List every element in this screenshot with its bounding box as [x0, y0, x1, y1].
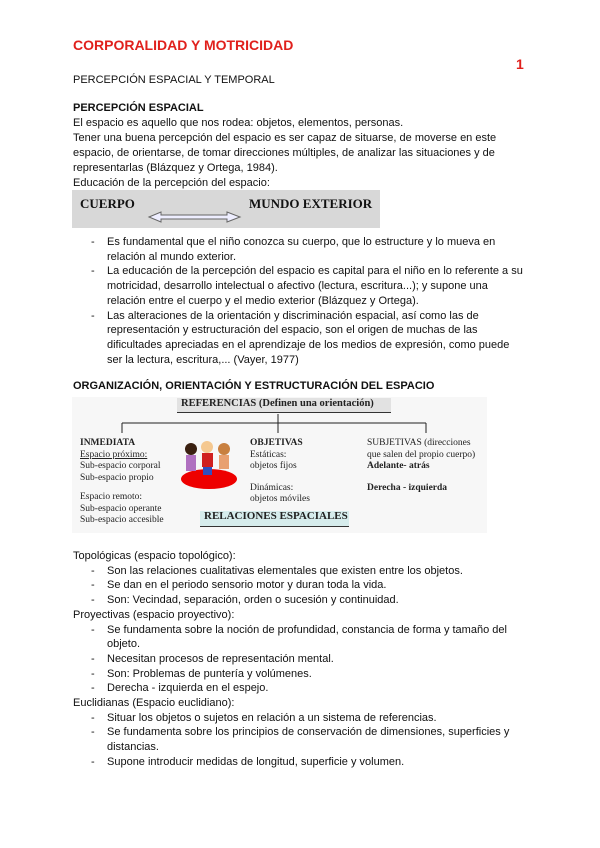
spatial-relations-list — [73, 549, 523, 770]
proyectivas-label: Proyectivas (espacio proyectivo): — [73, 608, 235, 621]
diagram-label: Sub-espacio accesible — [80, 515, 164, 525]
diagram-label: Sub-espacio operante — [80, 503, 162, 514]
list-item: - La educación de la percepción del espacio es capital para el niño en lo referente a su motricidad, desarrollo intelectual o afectivo (lectura, escritura...); y supone una relación entre el cuerpo y el medio exterior (Blázquez y Ortega). — [73, 264, 523, 308]
diagram-label: OBJETIVAS — [250, 438, 303, 448]
box-right-label: MUNDO EXTERIOR — [249, 196, 373, 211]
paragraph: El espacio es aquello que nos rodea: objetos, elementos, personas. — [73, 117, 404, 129]
topologicas-label: Topológicas (espacio topológico): — [73, 550, 236, 562]
diagram-label: Sub-espacio propio — [80, 472, 154, 483]
list-item: - Es fundamental que el niño conozca su cuerpo, que lo estructure y lo mueva en relación al mundo exterior. — [73, 235, 523, 264]
page-number: 1 — [516, 56, 524, 72]
children-illustration-icon — [177, 439, 242, 491]
list-item: - Son: Vecindad, separación, orden o sucesión y continuidad. — [73, 593, 523, 608]
list-item: - Se fundamenta sobre la noción de profundidad, constancia de forma y tamaño del objeto. — [73, 623, 523, 652]
list-item: - Son: Problemas de puntería y volúmenes. — [73, 667, 523, 682]
diagram-label: Estáticas: — [250, 449, 287, 460]
list-item: - Derecha - izquierda en el espejo. — [73, 681, 523, 696]
diagram-label: INMEDIATA — [80, 438, 136, 448]
document-title: CORPORALIDAD Y MOTRICIDAD — [73, 37, 294, 53]
list-item: - Las alteraciones de la orientación y discriminación espacial, así como las de representación y estructuración del espacio, son el origen de muchas de las dificultades apreciadas en el aprendizaje de los medios de expresión, como puede ser la lectura, escritura,... (Vayer, 1977) — [73, 309, 523, 368]
box-left-label: CUERPO — [80, 196, 135, 211]
diagram-label: Sub-espacio corporal — [80, 461, 161, 471]
list-item: - Situar los objetos o sujetos en relación a un sistema de referencias. — [73, 711, 523, 726]
paragraph: Educación de la percepción del espacio: — [73, 177, 270, 189]
section-percepcion — [73, 101, 523, 191]
diagram-top-label: REFERENCIAS (Definen una orientación) — [177, 398, 391, 413]
double-arrow-icon — [147, 211, 242, 223]
paragraph: Tener una buena percepción del espacio es ser capaz de situarse, de moverse en este espacio, de orientarse, de tomar direcciones múltiples, de analizar las situaciones y de representarlas (Blázquez y Ortega, 1984). — [73, 132, 497, 174]
diagram-label: que salen del propio cuerpo) — [367, 449, 476, 460]
diagram-col-subjetivas — [367, 438, 475, 494]
list-item: - Se dan en el periodo sensorio motor y duran toda la vida. — [73, 578, 523, 593]
subtitle: PERCEPCIÓN ESPACIAL Y TEMPORAL — [73, 74, 275, 86]
diagram-label: SUBJETIVAS (direcciones — [367, 438, 471, 448]
list-item: - Se fundamenta sobre los principios de conservación de dimensiones, superficies y distancias. — [73, 725, 523, 754]
diagram-label: objetos móviles — [250, 494, 310, 504]
diagram-label: Espacio próximo: — [80, 449, 148, 460]
diagram-bottom-label: RELACIONES ESPACIALES — [200, 511, 349, 527]
diagram-col-objetivas — [250, 438, 310, 506]
diagram-label: Espacio remoto: — [80, 492, 142, 502]
diagram-col-inmediata — [80, 438, 164, 527]
diagram-label: Derecha - izquierda — [367, 482, 448, 493]
cuerpo-mundo-box — [72, 190, 380, 228]
section-heading: ORGANIZACIÓN, ORIENTACIÓN Y ESTRUCTURACIÓN DEL ESPACIO — [73, 380, 435, 392]
euclidianas-label: Euclidianas (Espacio euclidiano): — [73, 697, 235, 710]
diagram-label: Dinámicas: — [250, 482, 294, 493]
relaciones-espaciales-diagram — [72, 397, 487, 533]
list-item: - Necesitan procesos de representación mental. — [73, 652, 523, 667]
list-item: - Son las relaciones cualitativas elementales que existen entre los objetos. — [73, 564, 523, 579]
diagram-label: Adelante- atrás — [367, 461, 430, 471]
section-heading: PERCEPCIÓN ESPACIAL — [73, 102, 204, 114]
list-item: - Supone introducir medidas de longitud, superficie y volumen. — [73, 755, 523, 770]
bullet-list — [73, 235, 523, 367]
diagram-label: objetos fijos — [250, 461, 297, 471]
